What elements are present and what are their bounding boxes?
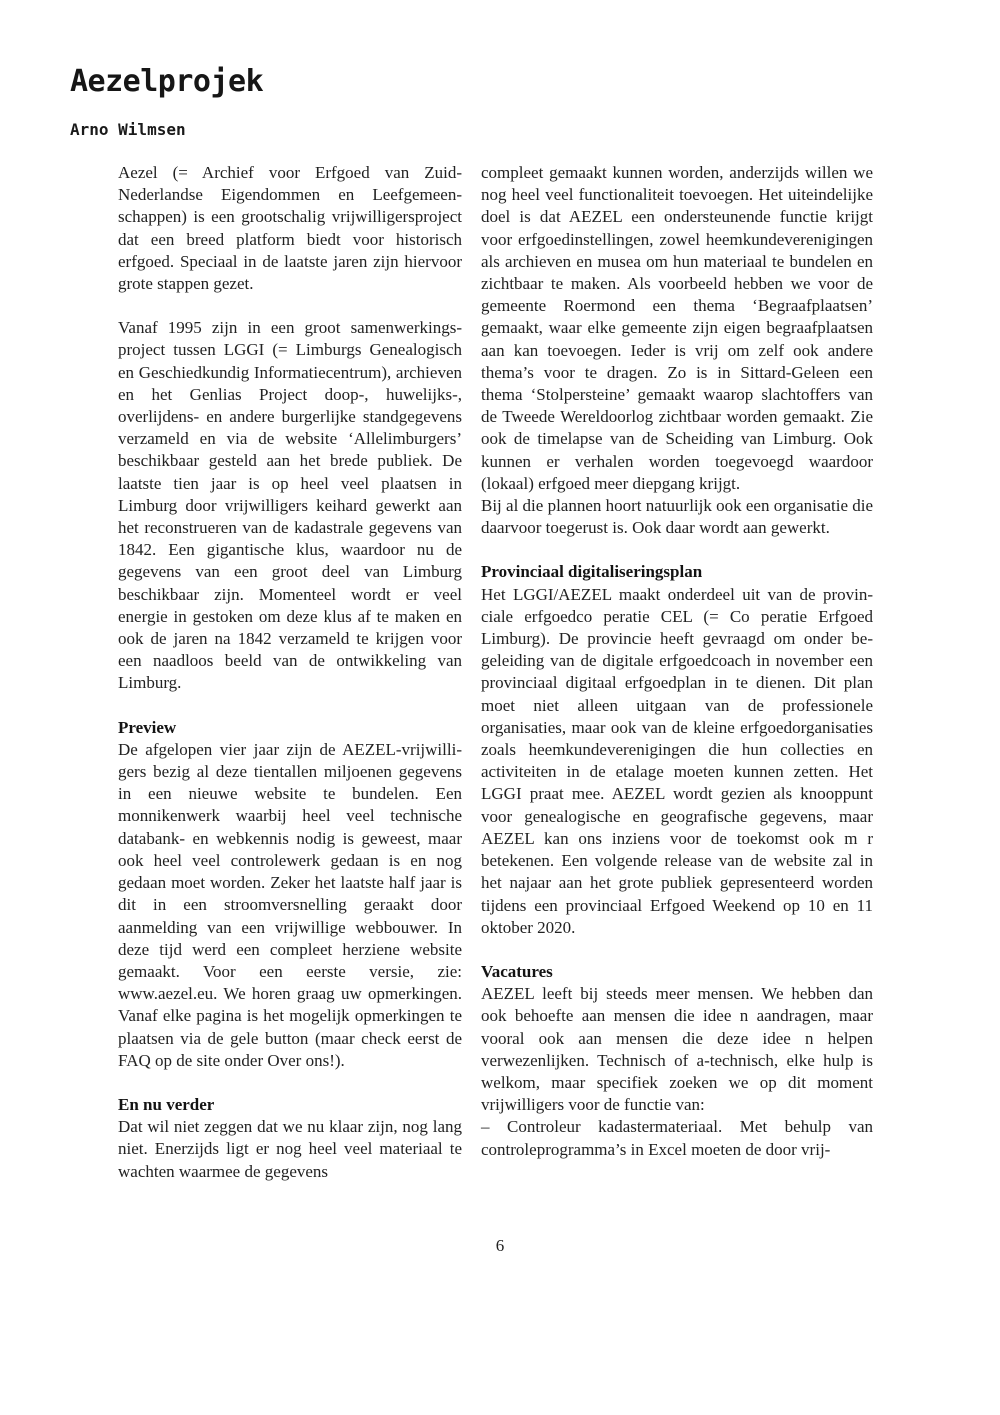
history-paragraph: Vanaf 1995 zijn in een groot samenwerkingsproject tussen LGGI (= Limburgs Genealogisch en Geschiedkundig Informatiecentrum), archieven en het Genlias Project doop-, huwelijks-, overlijdens- en andere burgerlijke standgegevens verzameld en via de website ‘Allelimburgers’ beschikbaar gesteld aan het brede publiek. De laatste tien jaar is op heel veel plaatsen in Limburg door vrijwilligers keihard gewerkt aan het reconstrueren van de kadastrale gegevens van 1842. Een gigantische klus, waardoor nu de gegevens van een groot deel van Limburg beschikbaar zijn. Momenteel wordt er veel energie in gestoken om deze klus af te maken en ook de jaren na 1842 verzameld te krijgen voor een naadloos beeld van de ontwikkeling van Limburg. <box>118 318 462 693</box>
provincial-paragraph: Het LGGI/AEZEL maakt onderdeel uit van de provinciale erfgoedco peratie CEL (= Co peratie Erfgoed Limburg). De provincie heeft gevraagd om onder begeleiding van de digitale erfgoedcoach in november een provinciaal digitaal erfgoedplan in te dienen. Dit plan moet niet alleen uitgaan van de professionele organisaties, maar ook van de kleine erfgoedorganisaties zoals heemkundeverenigingen die hun collecties en activiteiten in de etalage moeten kunnen zetten. Het LGGI praat mee. AEZEL wordt gezien als knooppunt voor genealogische en geografische gegevens, maar AEZEL kan ons inziens voor de toekomst ook m r betekenen. Een volgende release van de website zal in het najaar aan het grote publiek gepresenteerd worden tijdens een provinciaal Erfgoed Weekend op 10 en 11 oktober 2020. <box>481 584 873 937</box>
preview-heading: Preview <box>118 717 177 737</box>
organisation-paragraph: Bij al die plannen hoort natuurlijk ook een organisatie die daarvoor toegerust is. Ook daar wordt aan gewerkt. <box>481 496 874 538</box>
vacatures-paragraph: AEZEL leeft bij steeds meer mensen. We hebben dan ook behoefte aan mensen die idee n aandragen, maar vooral ook aan mensen die deze idee n helpen verwezenlijken. Technisch of a-technisch, elke hulp is welkom, maar specifiek zoeken we op dit moment vrijwilligers voor de functie van: <box>481 984 873 1115</box>
provincial-heading: Provinciaal digitaliseringsplan <box>481 562 703 582</box>
article-author: Arno Wilmsen <box>70 120 186 139</box>
article-title: Aezelprojek <box>70 64 264 99</box>
page-number: 6 <box>495 1236 505 1255</box>
intro-paragraph: Aezel (= Archief voor Erfgoed van Zuid-Nederlandse Eigendommen en Leefgemeenschappen) is een grootschalig vrijwilligersproject dat een breed platform biedt voor historisch erfgoed. Speciaal in de laatste jaren zijn hiervoor grote stappen gezet. <box>118 163 462 294</box>
right-column <box>481 162 873 1161</box>
continued-paragraph: compleet gemaakt kunnen worden, anderzijds willen we nog heel veel functionaliteit toevoegen. Het uiteindelijke doel is dat AEZEL een ondersteunende functie krijgt voor erfgoedinstellingen, zowel heemkundeverenigingen als archieven en musea om hun materiaal te bundelen en zichtbaar te maken. Als voorbeeld hebben we voor de gemeente Roermond een thema ‘Begraafplaatsen’ gemaakt, waar elke gemeente zijn eigen begraafplaatsen aan kan toevoegen. Ieder is vrij om zelf ook andere thema’s voor te dragen. Zo is in Sittard-Geleen een thema ‘Stolpersteine’ gemaakt waarop slachtoffers van de Tweede Wereldoorlog zichtbaar worden gemaakt. Zie ook de timelapse van de Scheiding van Limburg. Ook kunnen er verhalen worden toegevoegd waardoor (lokaal) erfgoed meer diepgang krijgt. <box>481 163 873 493</box>
left-column <box>118 162 462 1183</box>
preview-paragraph: De afgelopen vier jaar zijn de AEZEL-vrijwilligers bezig al deze tientallen miljoenen gegevens in een nieuwe website te bundelen. Een monnikenwerk waarbij heel veel technische databank- en webkennis nodig is geweest, maar ook heel veel controlewerk gedaan is en nog gedaan moet worden. Zeker het laatste half jaar is dit in een stroomversnelling geraakt door aanmelding van een vrijwillige webbouwer. In deze tijd werd een compleet herziene website gemaakt. Voor een eerste versie, zie: www.aezel.eu. We horen graag uw opmerkingen. Vanaf elke pagina is het mogelijk opmerkingen te plaatsen via de gele button (maar check eerst de FAQ op de site onder Over ons!). <box>118 739 462 1070</box>
further-heading: En nu verder <box>118 1094 215 1114</box>
vacatures-item: – Controleur kadastermateriaal. Met behulp van controleprogramma’s in Excel moeten de door vrij- <box>481 1117 873 1159</box>
vacatures-heading: Vacatures <box>481 961 553 981</box>
further-paragraph: Dat wil niet zeggen dat we nu klaar zijn, nog lang niet. Enerzijds ligt er nog heel veel materiaal te wachten waarmee de gegevens <box>118 1117 462 1181</box>
